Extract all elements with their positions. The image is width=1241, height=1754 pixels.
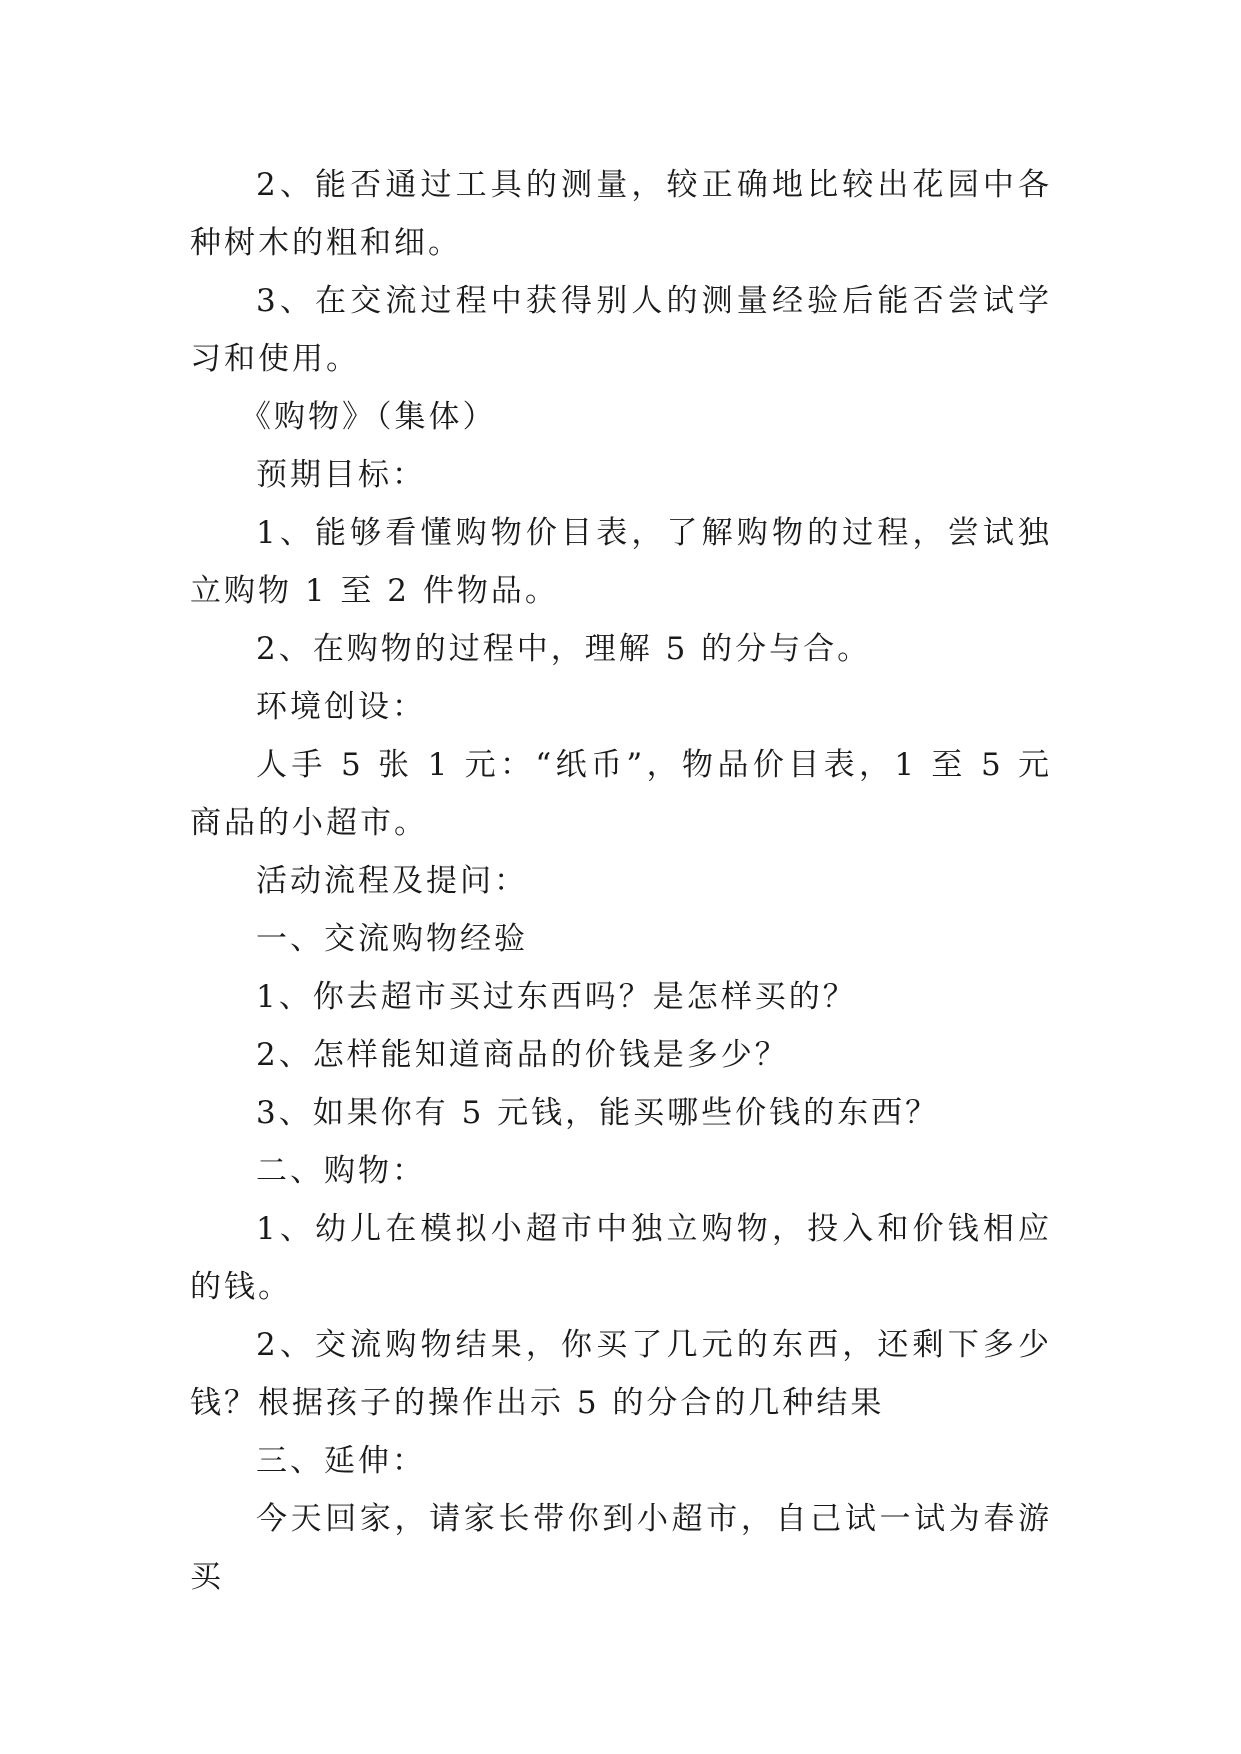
paragraph-environment-heading: 环境创设：: [256, 689, 426, 725]
paragraph-shopping-step-2: 2、交流购物结果，你买了几元的东西，还剩下多少钱？根据孩子的操作出示 5 的分合的几种结果: [190, 1327, 1052, 1421]
section-title-shopping: 《购物》（集体）: [240, 399, 497, 435]
paragraph-goal-1: 1、能够看懂购物价目表，了解购物的过程，尝试独立购物 1 至 2 件物品。: [190, 515, 1052, 609]
paragraph-question-1: 1、你去超市买过东西吗？是怎样买的？: [256, 979, 857, 1015]
paragraph-measure-thickness: 2、能否通过工具的测量，较正确地比较出花园中各种树木的粗和细。: [190, 167, 1052, 261]
paragraph-step-one-heading: 一、交流购物经验: [256, 921, 528, 957]
paragraph-step-three-heading: 三、延伸：: [256, 1443, 426, 1479]
paragraph-shopping-step-1: 1、幼儿在模拟小超市中独立购物，投入和价钱相应的钱。: [190, 1211, 1052, 1305]
paragraph-question-3: 3、如果你有 5 元钱，能买哪些价钱的东西？: [256, 1095, 940, 1131]
document-body: [190, 156, 1052, 1606]
paragraph-environment-detail: 人手 5 张 1 元：“纸币”，物品价目表，1 至 5 元商品的小超市。: [190, 747, 1052, 841]
paragraph-question-2: 2、怎样能知道商品的价钱是多少？: [256, 1037, 789, 1073]
paragraph-learn-experience: 3、在交流过程中获得别人的测量经验后能否尝试学习和使用。: [190, 283, 1052, 377]
paragraph-step-two-heading: 二、购物：: [256, 1153, 426, 1189]
paragraph-activity-heading: 活动流程及提问：: [256, 863, 528, 899]
paragraph-expected-goals-heading: 预期目标：: [256, 457, 426, 493]
paragraph-extension: 今天回家，请家长带你到小超市，自己试一试为春游买: [190, 1501, 1052, 1595]
paragraph-goal-2: 2、在购物的过程中，理解 5 的分与合。: [256, 631, 872, 667]
